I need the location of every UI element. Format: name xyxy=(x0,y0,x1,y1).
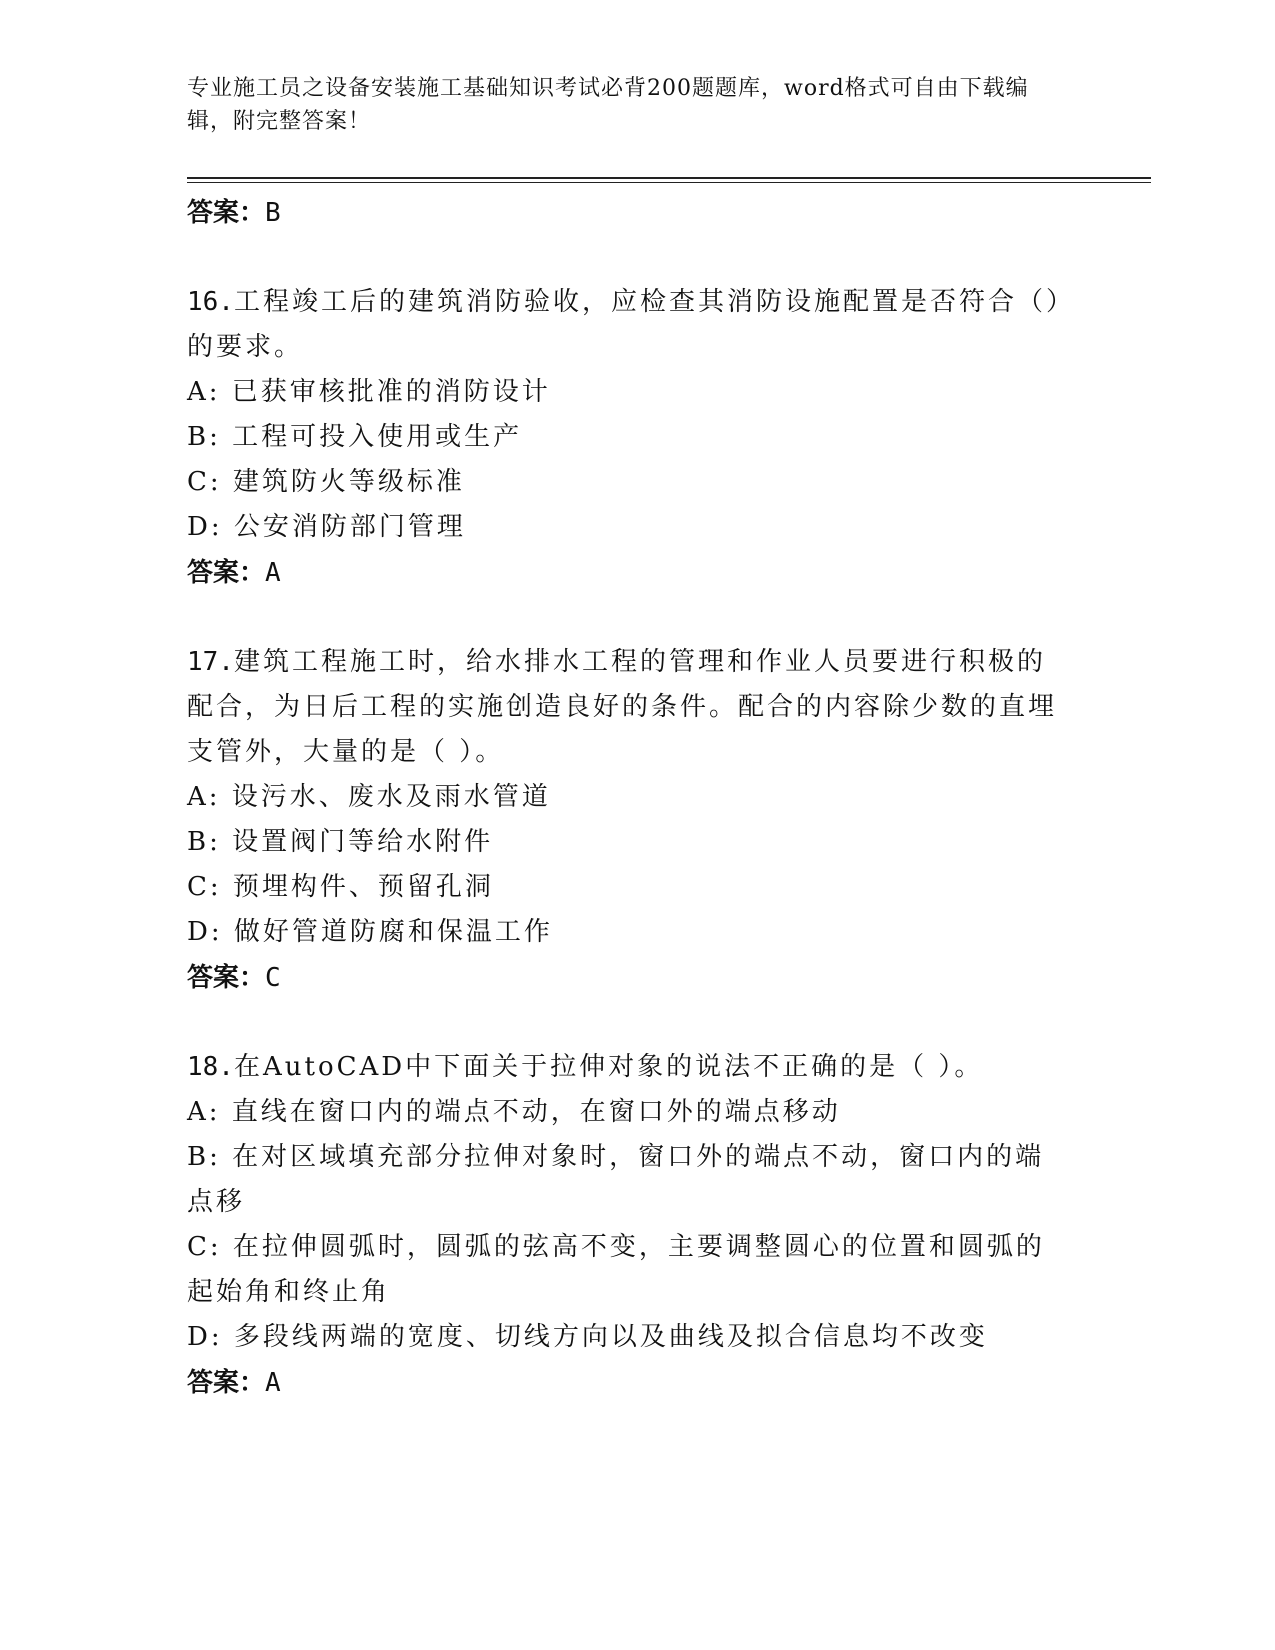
document-body xyxy=(187,190,1067,1406)
question-text xyxy=(187,1045,1067,1090)
option-c: C: 在拉伸圆弧时，圆弧的弦高不变，主要调整圆心的位置和圆弧的起始角和终止角 xyxy=(187,1232,1045,1307)
option-c: C: 预埋构件、预留孔洞 xyxy=(187,872,494,902)
header-divider-thin xyxy=(187,182,1151,183)
answer-value: C xyxy=(265,963,281,993)
question-stem: 工程竣工后的建筑消防验收，应检查其消防设施配置是否符合（）的要求。 xyxy=(187,287,1062,362)
question-number: 16. xyxy=(187,287,234,317)
option-a: A: 设污水、废水及雨水管道 xyxy=(187,782,551,812)
answer-label: 答案： xyxy=(187,963,266,993)
option-d: D: 多段线两端的宽度、切线方向以及曲线及拟合信息均不改变 xyxy=(187,1322,988,1352)
answer-value: B xyxy=(265,198,281,228)
option-a: A: 直线在窗口内的端点不动，在窗口外的端点移动 xyxy=(187,1097,841,1127)
question-block xyxy=(187,1045,1067,1406)
option-c: C: 建筑防火等级标准 xyxy=(187,467,465,497)
answer-value: A xyxy=(265,558,281,588)
header-divider-thick xyxy=(187,177,1151,179)
document-header: 专业施工员之设备安装施工基础知识考试必背200题题库，word格式可自由下载编辑，附完整答案！ xyxy=(187,76,1029,134)
answer-label: 答案： xyxy=(187,198,266,228)
question-number: 18. xyxy=(187,1052,234,1082)
question-stem: 建筑工程施工时，给水排水工程的管理和作业人员要进行积极的配合，为日后工程的实施创造良好的条件。配合的内容除少数的直埋支管外，大量的是（ ）。 xyxy=(187,647,1058,767)
question-block xyxy=(187,640,1067,1001)
option-b: B: 在对区域填充部分拉伸对象时，窗口外的端点不动，窗口内的端点移 xyxy=(187,1142,1045,1217)
question-stem: 在AutoCAD中下面关于拉伸对象的说法不正确的是（ ）。 xyxy=(233,1052,984,1082)
option-a: A: 已获审核批准的消防设计 xyxy=(187,377,551,407)
answer-line xyxy=(187,955,1067,1001)
option-b: B: 工程可投入使用或生产 xyxy=(187,422,523,452)
question-text xyxy=(187,280,1067,370)
answer-label: 答案： xyxy=(187,558,266,588)
question-text xyxy=(187,640,1067,775)
answer-line xyxy=(187,190,1067,236)
question-block xyxy=(187,280,1067,596)
answer-value: A xyxy=(265,1368,281,1398)
option-d: D: 做好管道防腐和保温工作 xyxy=(187,917,553,947)
answer-line xyxy=(187,1360,1067,1406)
question-number: 17. xyxy=(187,647,234,677)
answer-label: 答案： xyxy=(187,1368,266,1398)
answer-line xyxy=(187,550,1067,596)
option-d: D: 公安消防部门管理 xyxy=(187,512,466,542)
option-b: B: 设置阀门等给水附件 xyxy=(187,827,494,857)
